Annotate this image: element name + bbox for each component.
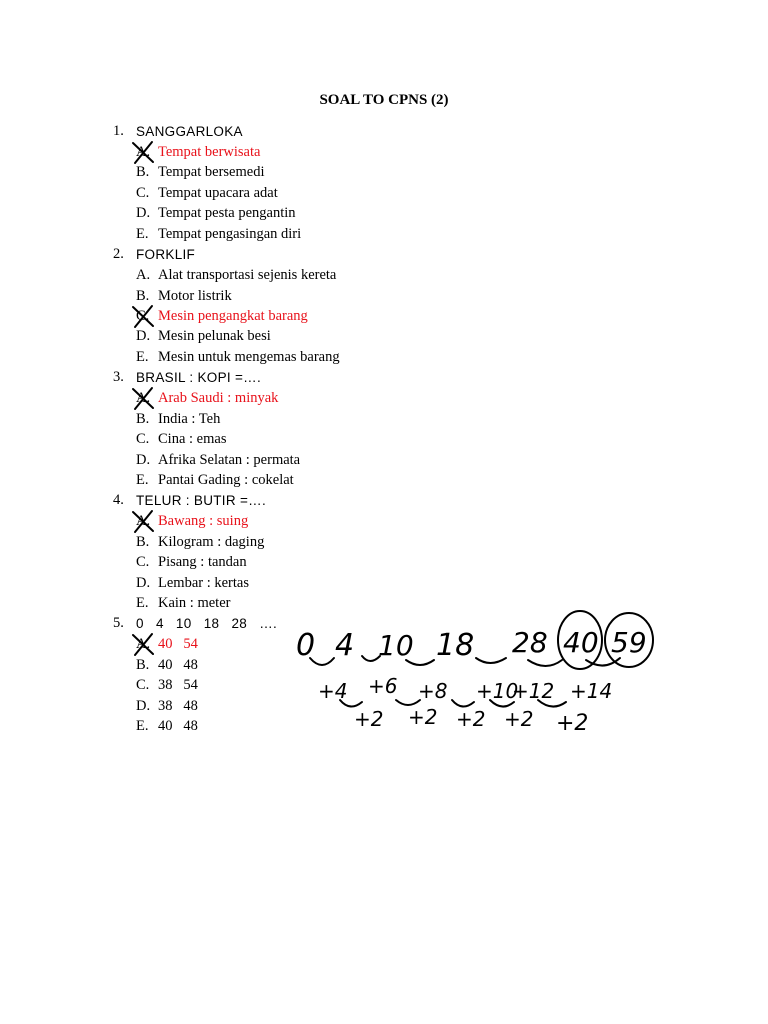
handwritten-number: 40 <box>563 626 599 659</box>
option-letter: C. <box>136 185 150 201</box>
question-number: 5. <box>113 615 124 631</box>
option-text: Kain : meter <box>158 595 231 611</box>
question-text: TELUR : BUTIR =…. <box>136 493 266 508</box>
option-letter: A. <box>136 390 151 406</box>
option-text: 38 48 <box>158 698 198 714</box>
option-letter: B. <box>136 411 150 427</box>
option-letter: A. <box>136 636 151 652</box>
handwritten-number: 59 <box>611 626 647 659</box>
question-text: SANGGARLOKA <box>136 124 243 139</box>
option-text: Mesin pelunak besi <box>158 328 271 344</box>
option-text: Tempat bersemedi <box>158 164 265 180</box>
option-letter: D. <box>136 205 151 221</box>
handwritten-difference: +10 <box>476 679 519 703</box>
option-letter: C. <box>136 554 150 570</box>
option-letter: D. <box>136 575 151 591</box>
handwritten-difference: +6 <box>368 674 398 698</box>
option-text: Tempat pesta pengantin <box>158 205 296 221</box>
option-text-marked: Bawang : suing <box>158 513 249 529</box>
option-letter: B. <box>136 164 150 180</box>
handwritten-difference: +2 <box>456 707 486 731</box>
option-text: 40 48 <box>158 718 198 734</box>
option-text: India : Teh <box>158 411 221 427</box>
option-text: Alat transportasi sejenis kereta <box>158 267 337 283</box>
option-letter: C. <box>136 677 150 693</box>
option-letter: B. <box>136 657 150 673</box>
circle-mark <box>605 613 653 667</box>
question-text: 0 4 10 18 28 …. <box>136 616 278 631</box>
option-text: Afrika Selatan : permata <box>158 452 301 468</box>
bracket-mark <box>396 700 420 705</box>
question-number: 3. <box>113 369 124 385</box>
option-text: 38 54 <box>158 677 198 693</box>
circle-mark <box>558 611 602 669</box>
handwritten-difference: +14 <box>570 679 613 703</box>
option-letter: A. <box>136 144 151 160</box>
option-text-marked: Tempat berwisata <box>158 144 261 160</box>
handwritten-number: 4 <box>335 628 355 663</box>
bracket-mark <box>490 700 514 707</box>
option-text: Cina : emas <box>158 431 227 447</box>
option-letter: E. <box>136 718 149 734</box>
option-letter: E. <box>136 472 149 488</box>
bracket-mark <box>476 658 506 663</box>
handwritten-difference: +2 <box>504 707 534 731</box>
question-number: 2. <box>113 246 124 262</box>
handwritten-difference: +8 <box>418 679 448 703</box>
bracket-mark <box>310 658 334 665</box>
handwritten-difference: +2 <box>354 707 384 731</box>
bracket-mark <box>586 658 620 666</box>
option-text: Pisang : tandan <box>158 554 247 570</box>
option-letter: B. <box>136 534 150 550</box>
option-letter: E. <box>136 595 149 611</box>
bracket-mark <box>362 656 380 661</box>
handwritten-difference: +4 <box>318 679 348 703</box>
option-text: Mesin untuk mengemas barang <box>158 349 340 365</box>
question-number: 4. <box>113 492 124 508</box>
page-title: SOAL TO CPNS (2) <box>319 92 449 108</box>
option-text: Pantai Gading : cokelat <box>158 472 294 488</box>
option-text-marked: 40 54 <box>158 636 198 652</box>
bracket-mark <box>340 700 362 707</box>
bracket-mark <box>538 700 566 707</box>
bracket-mark <box>528 660 562 666</box>
option-letter: C. <box>136 308 150 324</box>
handwritten-number: 10 <box>378 629 414 662</box>
option-text-marked: Arab Saudi : minyak <box>158 390 279 406</box>
option-text: Tempat pengasingan diri <box>158 226 302 242</box>
option-text: Kilogram : daging <box>158 534 265 550</box>
handwritten-difference: +2 <box>556 711 589 736</box>
handwritten-number: 0 <box>296 628 316 663</box>
option-letter: A. <box>136 267 151 283</box>
bracket-mark <box>406 660 434 665</box>
option-text-marked: Mesin pengangkat barang <box>158 308 308 324</box>
option-letter: A. <box>136 513 151 529</box>
option-letter: D. <box>136 452 151 468</box>
option-text: Motor listrik <box>158 288 232 304</box>
handwritten-number: 28 <box>512 626 548 659</box>
bracket-mark <box>452 700 474 707</box>
option-letter: D. <box>136 698 151 714</box>
option-letter: C. <box>136 431 150 447</box>
option-text: Tempat upacara adat <box>158 185 278 201</box>
option-letter: E. <box>136 349 149 365</box>
option-text: 40 48 <box>158 657 198 673</box>
handwritten-difference: +2 <box>408 705 438 729</box>
handwritten-difference: +12 <box>512 679 555 703</box>
option-letter: B. <box>136 288 150 304</box>
option-letter: D. <box>136 328 151 344</box>
question-number: 1. <box>113 123 124 139</box>
question-text: FORKLIF <box>136 247 196 262</box>
option-letter: E. <box>136 226 149 242</box>
question-text: BRASIL : KOPI =…. <box>136 370 262 385</box>
handwritten-number: 18 <box>436 628 475 663</box>
option-text: Lembar : kertas <box>158 575 249 591</box>
